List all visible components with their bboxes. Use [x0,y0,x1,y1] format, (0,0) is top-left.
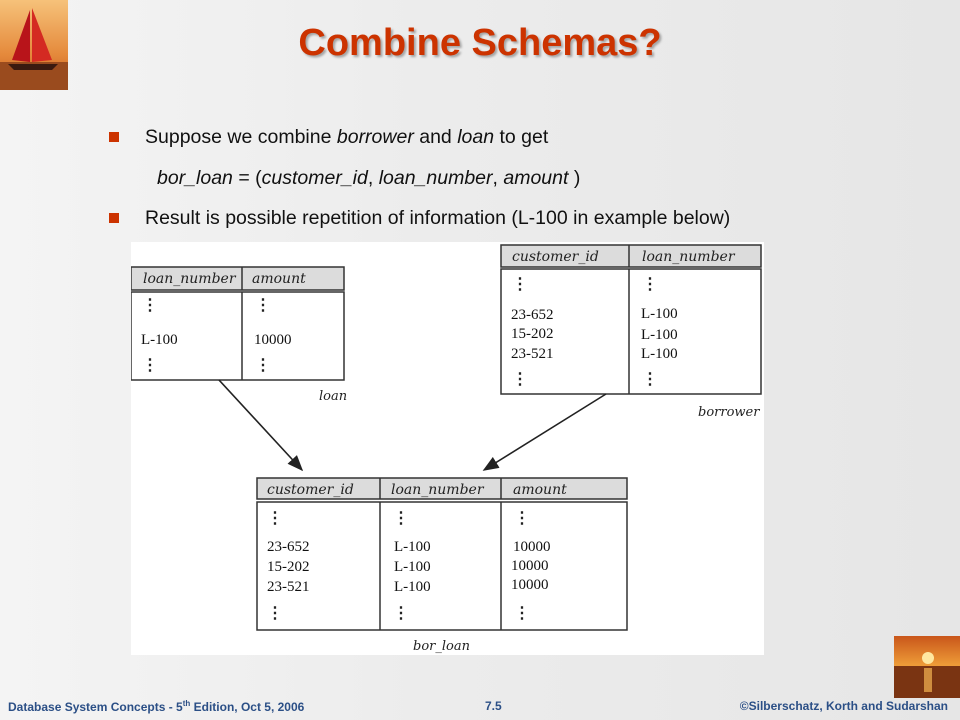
svg-text:⋮: ⋮ [514,510,530,527]
loan-caption: loan [319,389,348,404]
svg-text:⋮: ⋮ [142,357,158,374]
borrower-cell: L-100 [641,346,678,362]
loan-header-loan-number: loan_number [143,271,236,287]
bor-loan-table [257,478,627,654]
borrower-cell: 23-521 [511,346,554,362]
svg-text:⋮: ⋮ [512,276,528,293]
bor-loan-header-amount: amount [513,482,567,498]
bor-loan-cell: 15-202 [267,559,310,575]
svg-text:⋮: ⋮ [512,371,528,388]
svg-text:⋮: ⋮ [642,276,658,293]
slide-title: Combine Schemas? [298,22,662,64]
bullet-square-icon [109,213,119,223]
loan-cell: L-100 [141,332,178,348]
arrow-borrower-to-bor-loan [484,394,606,470]
bor-loan-caption: bor_loan [413,639,470,654]
arrow-loan-to-bor-loan [219,380,302,470]
borrower-header-customer-id: customer_id [512,249,599,265]
svg-text:⋮: ⋮ [142,297,158,314]
borrower-table [501,245,761,420]
borrower-cell: 23-652 [511,307,554,323]
footer-page-number: 7.5 [485,699,502,713]
svg-text:⋮: ⋮ [642,371,658,388]
svg-text:⋮: ⋮ [514,605,530,622]
bor-loan-cell: L-100 [394,539,431,555]
loan-header-amount: amount [252,271,306,287]
bor-loan-header-loan-number: loan_number [391,482,484,498]
bor-loan-cell: L-100 [394,579,431,595]
footer-copyright: ©Silberschatz, Korth and Sudarshan [739,699,948,713]
bor-loan-cell: L-100 [394,559,431,575]
borrower-header-loan-number: loan_number [642,249,735,265]
borrower-cell: 15-202 [511,326,554,342]
borrower-caption: borrower [698,405,760,420]
loan-table [131,267,347,404]
bor-loan-cell: 10000 [513,539,551,555]
bor-loan-cell: 10000 [511,577,549,593]
sunset-logo-icon [894,636,960,698]
svg-text:⋮: ⋮ [393,605,409,622]
schema-formula: bor_loan = (customer_id, loan_number, amount ) [157,167,581,189]
svg-text:⋮: ⋮ [267,605,283,622]
svg-text:⋮: ⋮ [267,510,283,527]
borrower-cell: L-100 [641,327,678,343]
bor-loan-cell: 23-521 [267,579,310,595]
bor-loan-cell: 23-652 [267,539,310,555]
relations-figure [131,242,764,655]
bor-loan-cell: 10000 [511,558,549,574]
bor-loan-header-customer-id: customer_id [267,482,354,498]
bullet-square-icon [109,132,119,142]
svg-text:⋮: ⋮ [393,510,409,527]
footer-course-title: Database System Concepts - 5th Edition, Oct 5, 2006 [8,699,305,714]
svg-text:⋮: ⋮ [255,357,271,374]
svg-text:⋮: ⋮ [255,297,271,314]
bullet-text: Result is possible repetition of information (L-100 in example below) [145,207,731,229]
borrower-cell: L-100 [641,306,678,322]
loan-cell: 10000 [254,332,292,348]
bullet-text: Suppose we combine borrower and loan to get [145,126,549,148]
